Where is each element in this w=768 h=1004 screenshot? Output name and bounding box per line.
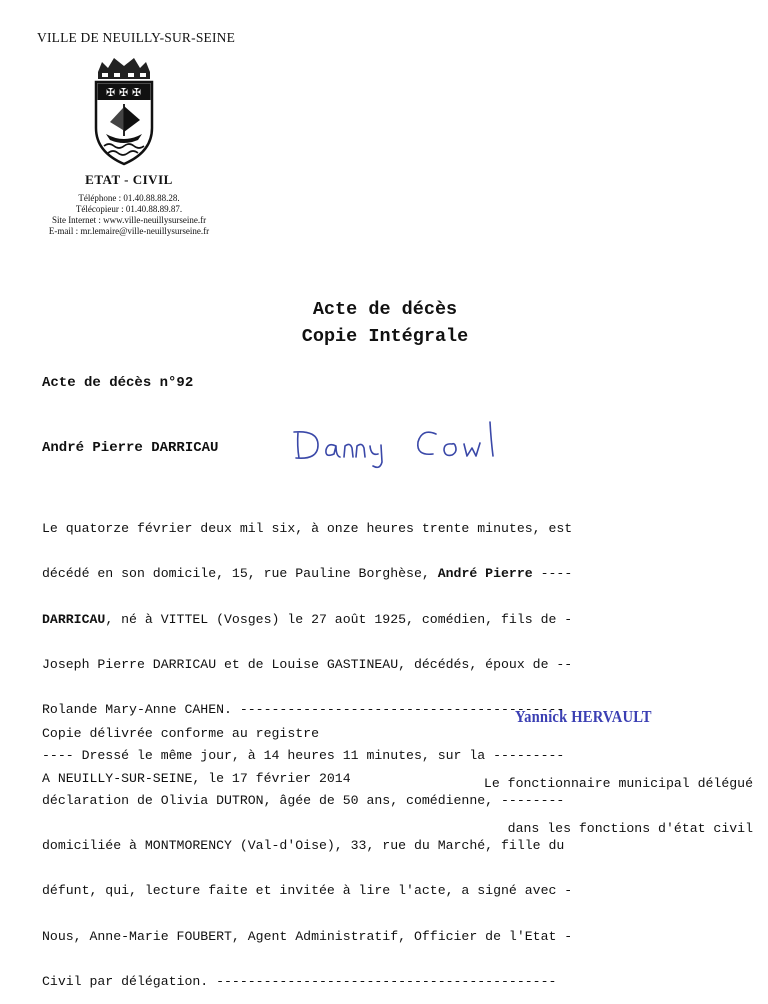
document-title [0,296,768,350]
official-function [433,746,753,851]
title-line-2: Copie Intégrale [301,326,469,347]
service-title: ETAT - CIVIL [85,172,173,187]
function-line-2: dans les fonctions d'état civil [507,821,753,836]
email-line: E-mail : mr.lemaire@ville-neuillysurseine.fr [48,226,210,236]
title-line-1: Acte de décès [312,299,458,320]
handwritten-alias-icon [288,410,528,470]
copy-line-1: Copie délivrée conforme au registre [42,726,319,742]
body-line: domiciliée à MONTMORENCY (Val-d'Oise), 33, rue du Marché, fille du [42,838,565,854]
function-line-1: Le fonctionnaire municipal délégué [483,776,753,791]
svg-text:✠: ✠ [106,86,116,99]
body-line: Joseph Pierre DARRICAU et de Louise GASTINEAU, décédés, époux de -- [42,657,573,673]
body-line: ---- Dressé le même jour, à 14 heures 11 minutes, sur la --------- [42,747,565,763]
act-number: Acte de décès n°92 [42,375,194,391]
copy-certification [42,696,351,802]
website-line: Site Internet : www.ville-neuillysurseine.fr [51,215,207,225]
fax-line: Télécopieur : 01.40.88.89.87. [75,204,183,214]
copy-line-2: A NEUILLY-SUR-SEINE, le 17 février 2014 [42,771,351,787]
deceased-name: André Pierre DARRICAU [42,440,219,456]
svg-text:✠: ✠ [119,86,129,99]
body-line: défunt, qui, lecture faite et invitée à lire l'acte, a signé avec - [42,883,573,899]
body-line: décédé en son domicile, 15, rue Pauline Borghèse, André Pierre ---- [42,566,573,582]
city-name: VILLE DE NEUILLY-SUR-SEINE [37,30,236,45]
body-line: Civil par délégation. ------------------------------------------- [42,974,557,989]
contact-info [0,193,258,237]
body-line: déclaration de Olivia DUTRON, âgée de 50 ans, comédienne, -------- [42,792,565,808]
official-stamp: Yannick HERVAULT [515,707,652,726]
body-line: Rolande Mary-Anne CAHEN. ----------------------------------------- [42,702,565,718]
body-line: Nous, Anne-Marie FOUBERT, Agent Administratif, Officier de l'Etat - [42,928,573,944]
svg-text:✠: ✠ [132,86,142,99]
city-coat-of-arms-icon [86,54,162,168]
body-line: DARRICAU, né à VITTEL (Vosges) le 27 août 1925, comédien, fils de - [42,611,573,627]
body-line: Le quatorze février deux mil six, à onze heures trente minutes, est [42,521,573,537]
telephone-line: Téléphone : 01.40.88.88.28. [78,193,180,203]
